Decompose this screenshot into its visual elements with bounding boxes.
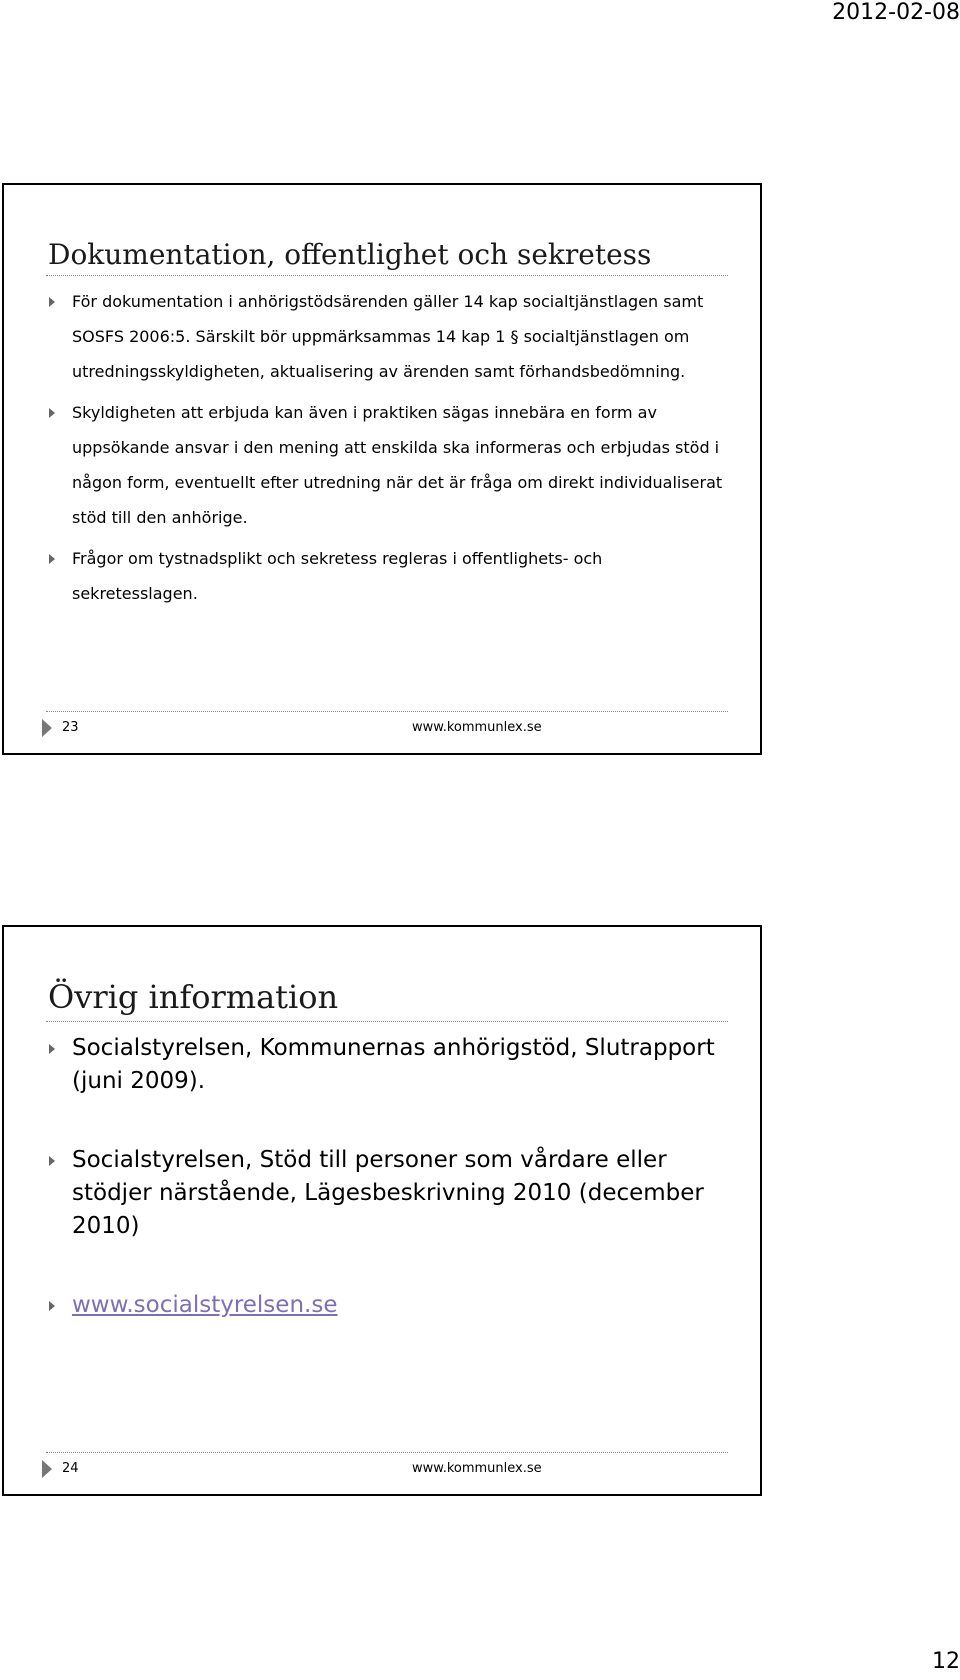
title-divider (46, 275, 728, 276)
bullet-item (48, 284, 728, 389)
bullet-item (48, 395, 728, 535)
title-divider (46, 1021, 728, 1022)
slide-24 (2, 925, 762, 1496)
slide-footer (42, 1459, 728, 1481)
slide-title: Dokumentation, offentlighet och sekretess (48, 238, 652, 271)
footer-arrow-icon (42, 719, 52, 737)
footer-arrow-icon (42, 1460, 52, 1478)
bullet-text: Skyldigheten att erbjuda kan även i praktiken sägas innebära en form av uppsökande ansvar i den mening att enskilda ska informeras och erbjudas stöd i någon form, eventuellt efter utredning när det är fråga om direkt individualiserat stöd till den anhörige. (72, 403, 723, 527)
footer-site: www.kommunlex.se (412, 720, 542, 735)
footer-divider (46, 1452, 728, 1453)
slide-title: Övrig information (48, 978, 339, 1016)
bullet-item (48, 1144, 728, 1243)
bullet-text: Socialstyrelsen, Kommunernas anhörigstöd, Slutrapport (juni 2009). (72, 1035, 715, 1094)
triangle-bullet-icon (49, 408, 55, 418)
slide-number: 24 (62, 1461, 79, 1476)
footer-site: www.kommunlex.se (412, 1461, 542, 1476)
triangle-bullet-icon (49, 1044, 55, 1054)
bullet-list (48, 1032, 728, 1322)
bullet-item (48, 1032, 728, 1098)
footer-divider (46, 711, 728, 712)
bullet-text: Socialstyrelsen, Stöd till personer som vårdare eller stödjer närstående, Lägesbeskrivning 2010 (december 2010) (72, 1147, 704, 1239)
bullet-list (48, 284, 728, 611)
page-number: 12 (932, 1649, 960, 1674)
slide-footer (42, 718, 728, 740)
triangle-bullet-icon (49, 1301, 55, 1311)
triangle-bullet-icon (49, 297, 55, 307)
bullet-text: Frågor om tystnadsplikt och sekretess regleras i offentlighets- och sekretesslagen. (72, 549, 603, 603)
triangle-bullet-icon (49, 554, 55, 564)
slide-23 (2, 183, 762, 755)
triangle-bullet-icon (49, 1156, 55, 1166)
page-date: 2012-02-08 (832, 0, 960, 25)
bullet-item (48, 541, 728, 611)
bullet-text: För dokumentation i anhörigstödsärenden gäller 14 kap socialtjänstlagen samt SOSFS 2006:5. Särskilt bör uppmärksammas 14 kap 1 § socialtjänstlagen om utredningsskyldigheten, aktualisering av ärenden samt förhandsbedömning. (72, 292, 704, 381)
socialstyrelsen-link[interactable]: www.socialstyrelsen.se (72, 1292, 338, 1318)
slide-number: 23 (62, 720, 79, 735)
bullet-item (48, 1289, 728, 1322)
